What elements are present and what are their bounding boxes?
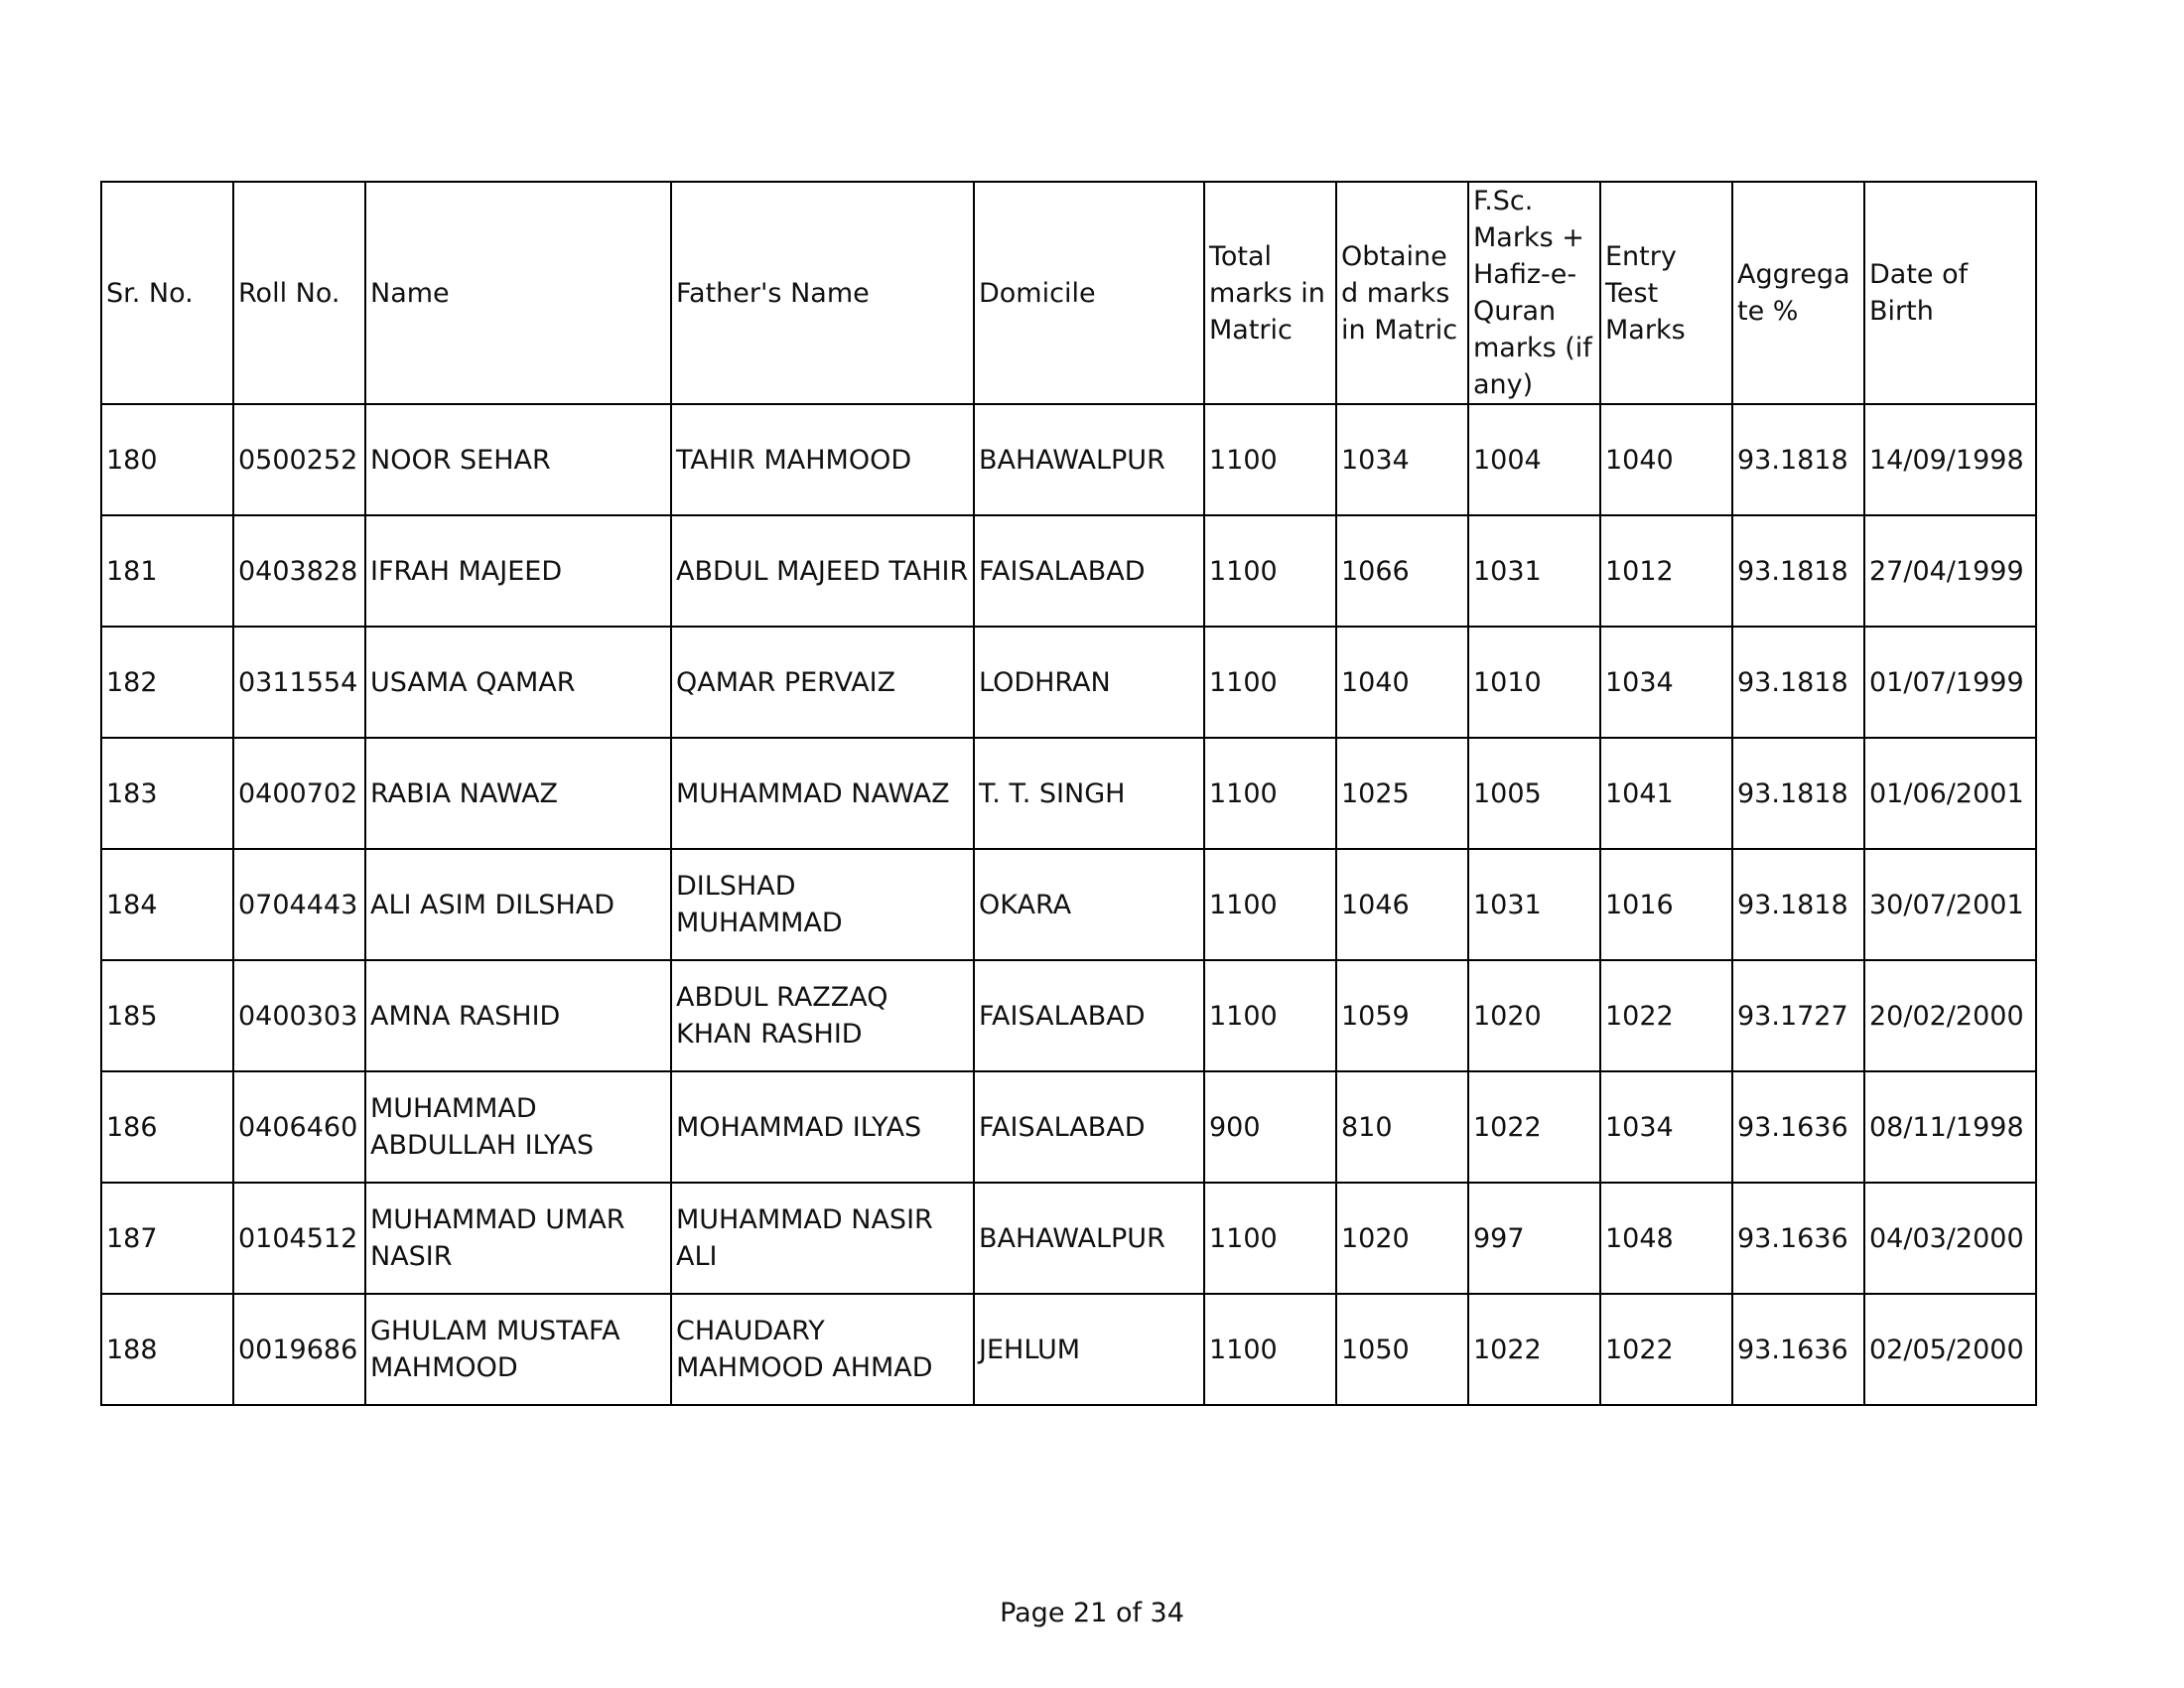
cell-fsc-marks: 1022: [1468, 1071, 1600, 1183]
cell-roll-no: 0400303: [233, 960, 365, 1071]
cell-domicile: BAHAWALPUR: [974, 404, 1204, 515]
cell-sr-no: 184: [101, 849, 233, 960]
cell-name: AMNA RASHID: [365, 960, 671, 1071]
cell-entry-test-marks: 1041: [1600, 738, 1732, 849]
cell-fathers-name: ABDUL RAZZAQ KHAN RASHID: [671, 960, 974, 1071]
page-number: Page 21 of 34: [1000, 1598, 1184, 1628]
table-row: [101, 960, 2036, 1071]
table-row: [101, 1294, 2036, 1405]
cell-date-of-birth: 14/09/1998: [1864, 404, 2036, 515]
table-header: [101, 182, 2036, 404]
cell-sr-no: 188: [101, 1294, 233, 1405]
cell-aggregate: 93.1636: [1732, 1183, 1864, 1294]
cell-obtained-marks-matric: 1034: [1336, 404, 1468, 515]
header-obtained-marks-matric: Obtained marks in Matric: [1336, 182, 1468, 404]
cell-total-marks-matric: 1100: [1204, 1294, 1336, 1405]
cell-roll-no: 0406460: [233, 1071, 365, 1183]
cell-name: IFRAH MAJEED: [365, 515, 671, 627]
cell-total-marks-matric: 1100: [1204, 738, 1336, 849]
cell-fsc-marks: 1004: [1468, 404, 1600, 515]
cell-roll-no: 0500252: [233, 404, 365, 515]
cell-obtained-marks-matric: 1059: [1336, 960, 1468, 1071]
cell-roll-no: 0104512: [233, 1183, 365, 1294]
cell-obtained-marks-matric: 1025: [1336, 738, 1468, 849]
header-name: Name: [365, 182, 671, 404]
cell-fathers-name: MUHAMMAD NAWAZ: [671, 738, 974, 849]
cell-fathers-name: QAMAR PERVAIZ: [671, 627, 974, 738]
cell-aggregate: 93.1818: [1732, 738, 1864, 849]
cell-fsc-marks: 1022: [1468, 1294, 1600, 1405]
cell-fsc-marks: 1005: [1468, 738, 1600, 849]
cell-roll-no: 0704443: [233, 849, 365, 960]
cell-sr-no: 187: [101, 1183, 233, 1294]
cell-domicile: FAISALABAD: [974, 515, 1204, 627]
cell-total-marks-matric: 900: [1204, 1071, 1336, 1183]
cell-aggregate: 93.1636: [1732, 1294, 1864, 1405]
cell-obtained-marks-matric: 1066: [1336, 515, 1468, 627]
header-aggregate: Aggregate %: [1732, 182, 1864, 404]
cell-obtained-marks-matric: 810: [1336, 1071, 1468, 1183]
cell-date-of-birth: 01/06/2001: [1864, 738, 2036, 849]
cell-aggregate: 93.1818: [1732, 627, 1864, 738]
table-row: [101, 515, 2036, 627]
cell-date-of-birth: 02/05/2000: [1864, 1294, 2036, 1405]
cell-name: USAMA QAMAR: [365, 627, 671, 738]
cell-name: ALI ASIM DILSHAD: [365, 849, 671, 960]
cell-date-of-birth: 08/11/1998: [1864, 1071, 2036, 1183]
cell-domicile: LODHRAN: [974, 627, 1204, 738]
cell-total-marks-matric: 1100: [1204, 627, 1336, 738]
table-row: [101, 738, 2036, 849]
cell-fsc-marks: 1020: [1468, 960, 1600, 1071]
header-date-of-birth: Date of Birth: [1864, 182, 2036, 404]
cell-fathers-name: TAHIR MAHMOOD: [671, 404, 974, 515]
cell-roll-no: 0403828: [233, 515, 365, 627]
cell-sr-no: 181: [101, 515, 233, 627]
cell-roll-no: 0311554: [233, 627, 365, 738]
cell-entry-test-marks: 1016: [1600, 849, 1732, 960]
cell-domicile: JEHLUM: [974, 1294, 1204, 1405]
table-row: [101, 404, 2036, 515]
header-row: [101, 182, 2036, 404]
cell-entry-test-marks: 1012: [1600, 515, 1732, 627]
cell-domicile: BAHAWALPUR: [974, 1183, 1204, 1294]
header-fathers-name: Father's Name: [671, 182, 974, 404]
cell-date-of-birth: 04/03/2000: [1864, 1183, 2036, 1294]
cell-sr-no: 182: [101, 627, 233, 738]
table-row: [101, 1183, 2036, 1294]
header-domicile: Domicile: [974, 182, 1204, 404]
cell-roll-no: 0019686: [233, 1294, 365, 1405]
header-entry-test-marks: Entry Test Marks: [1600, 182, 1732, 404]
cell-date-of-birth: 01/07/1999: [1864, 627, 2036, 738]
cell-sr-no: 186: [101, 1071, 233, 1183]
cell-sr-no: 180: [101, 404, 233, 515]
cell-fsc-marks: 1031: [1468, 515, 1600, 627]
header-fsc-marks: F.Sc. Marks + Hafiz-e-Quran marks (if any): [1468, 182, 1600, 404]
cell-date-of-birth: 30/07/2001: [1864, 849, 2036, 960]
cell-fathers-name: CHAUDARY MAHMOOD AHMAD: [671, 1294, 974, 1405]
cell-total-marks-matric: 1100: [1204, 849, 1336, 960]
header-total-marks-matric: Total marks in Matric: [1204, 182, 1336, 404]
header-roll-no: Roll No.: [233, 182, 365, 404]
cell-name: MUHAMMAD ABDULLAH ILYAS: [365, 1071, 671, 1183]
table-row: [101, 1071, 2036, 1183]
cell-fathers-name: MUHAMMAD NASIR ALI: [671, 1183, 974, 1294]
cell-roll-no: 0400702: [233, 738, 365, 849]
cell-entry-test-marks: 1022: [1600, 1294, 1732, 1405]
cell-aggregate: 93.1818: [1732, 404, 1864, 515]
cell-entry-test-marks: 1022: [1600, 960, 1732, 1071]
cell-name: GHULAM MUSTAFA MAHMOOD: [365, 1294, 671, 1405]
cell-date-of-birth: 20/02/2000: [1864, 960, 2036, 1071]
header-sr-no: Sr. No.: [101, 182, 233, 404]
cell-total-marks-matric: 1100: [1204, 404, 1336, 515]
cell-aggregate: 93.1818: [1732, 849, 1864, 960]
cell-fathers-name: MOHAMMAD ILYAS: [671, 1071, 974, 1183]
table-row: [101, 849, 2036, 960]
cell-obtained-marks-matric: 1046: [1336, 849, 1468, 960]
cell-sr-no: 185: [101, 960, 233, 1071]
cell-fsc-marks: 1031: [1468, 849, 1600, 960]
cell-entry-test-marks: 1034: [1600, 627, 1732, 738]
cell-date-of-birth: 27/04/1999: [1864, 515, 2036, 627]
cell-obtained-marks-matric: 1020: [1336, 1183, 1468, 1294]
cell-aggregate: 93.1636: [1732, 1071, 1864, 1183]
cell-domicile: OKARA: [974, 849, 1204, 960]
cell-fsc-marks: 997: [1468, 1183, 1600, 1294]
cell-fathers-name: DILSHAD MUHAMMAD: [671, 849, 974, 960]
cell-sr-no: 183: [101, 738, 233, 849]
cell-obtained-marks-matric: 1040: [1336, 627, 1468, 738]
cell-entry-test-marks: 1048: [1600, 1183, 1732, 1294]
cell-name: RABIA NAWAZ: [365, 738, 671, 849]
table-row: [101, 627, 2036, 738]
cell-total-marks-matric: 1100: [1204, 515, 1336, 627]
cell-name: NOOR SEHAR: [365, 404, 671, 515]
cell-domicile: T. T. SINGH: [974, 738, 1204, 849]
cell-total-marks-matric: 1100: [1204, 1183, 1336, 1294]
cell-total-marks-matric: 1100: [1204, 960, 1336, 1071]
cell-entry-test-marks: 1034: [1600, 1071, 1732, 1183]
cell-obtained-marks-matric: 1050: [1336, 1294, 1468, 1405]
cell-fathers-name: ABDUL MAJEED TAHIR: [671, 515, 974, 627]
cell-domicile: FAISALABAD: [974, 960, 1204, 1071]
cell-fsc-marks: 1010: [1468, 627, 1600, 738]
cell-domicile: FAISALABAD: [974, 1071, 1204, 1183]
merit-list-table: [100, 181, 2037, 1406]
cell-entry-test-marks: 1040: [1600, 404, 1732, 515]
table-body: [101, 404, 2036, 1405]
cell-name: MUHAMMAD UMAR NASIR: [365, 1183, 671, 1294]
cell-aggregate: 93.1818: [1732, 515, 1864, 627]
cell-aggregate: 93.1727: [1732, 960, 1864, 1071]
